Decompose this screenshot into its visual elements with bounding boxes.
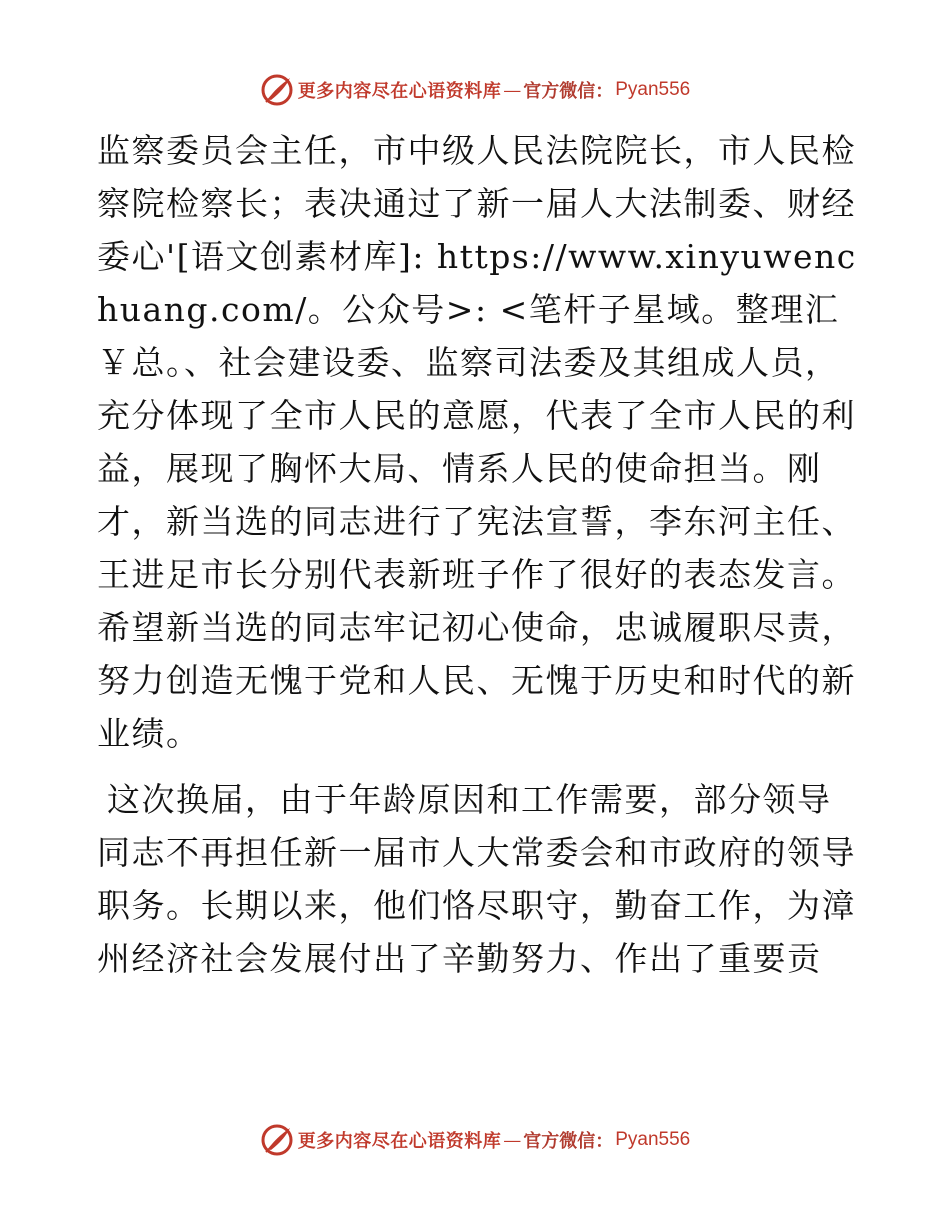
header-banner [0,70,950,110]
header-wechat-id: Pyan556 [615,79,691,100]
footer-banner [0,1120,950,1160]
header-wechat-label: 官方微信： [523,81,614,102]
footer-promo-text: 更多内容尽在心语资料库 [297,1131,502,1152]
document-body [97,124,857,985]
paragraph-2: 这次换届，由于年龄原因和工作需要，部分领导同志不再担任新一届市人大常委会和市政府的领导职务。长期以来，他们恪尽职守，勤奋工作，为漳州经济社会发展付出了辛勤努力、作出了重要贡 [97,780,856,978]
footer-wechat-label: 官方微信： [523,1131,614,1152]
header-promo-text: 更多内容尽在心语资料库 [297,81,502,102]
quill-logo-icon [260,1123,294,1157]
footer-wechat-id: Pyan556 [615,1129,691,1150]
quill-logo-icon [260,73,294,107]
paragraph-1: 监察委员会主任，市中级人民法院院长，市人民检察院检察长；表决通过了新一届人大法制委、财经委心'[语文创素材库]: https://www.xinyuwenchuang.com/。公众号>: <笔杆子星域。整理汇￥总。、社会建设委、监察司法委及其组成人员，充分体现了全市人民的意愿，代表了全市人民的利益，展现了胸怀大局、情系人民的使命担当。刚才，新当选的同志进行了宪法宣誓，李东河主任、王进足市长分别代表新班子作了很好的表态发言。希望新当选的同志牢记初心使命，忠诚履职尽责，努力创造无愧于党和人民、无愧于历史和时代的新业绩。 [97,131,857,753]
header-separator: — [503,79,522,101]
footer-separator: — [503,1129,522,1151]
